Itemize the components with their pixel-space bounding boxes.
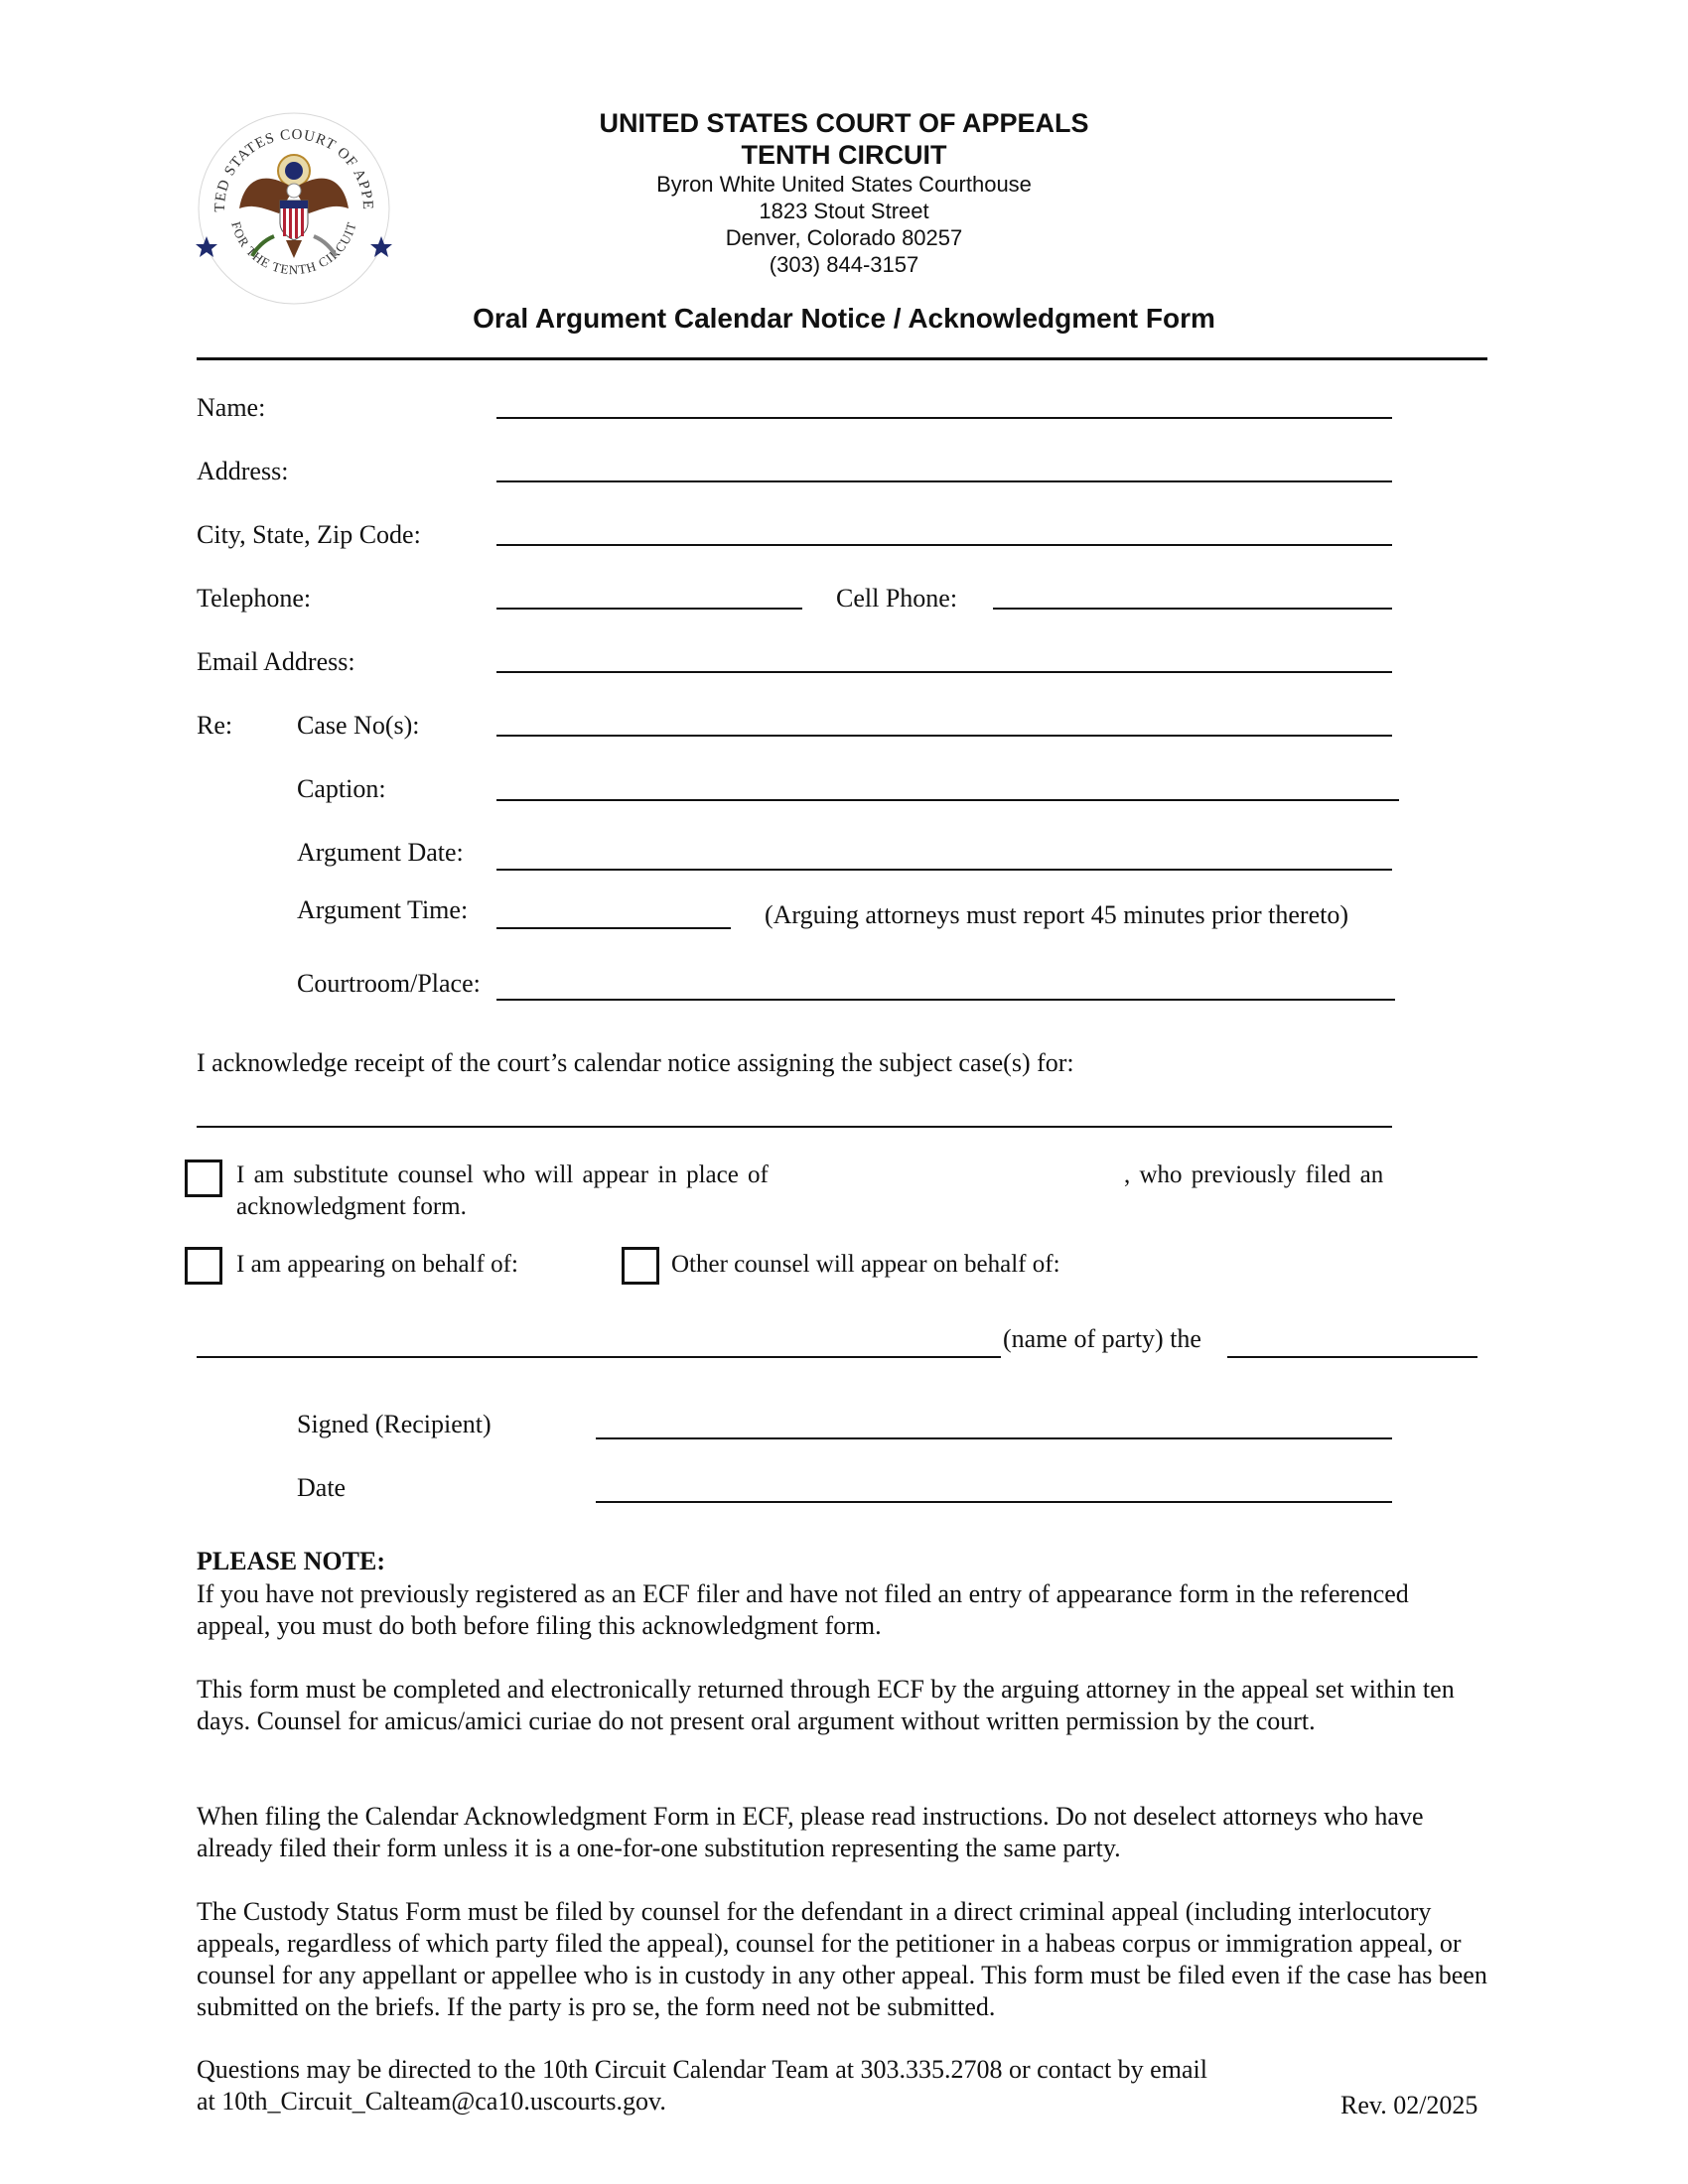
note-paragraph-4 (197, 1896, 1487, 2023)
name-input[interactable] (496, 417, 1392, 419)
court-seal-image (195, 109, 393, 308)
court-seal (195, 109, 393, 308)
telephone-label: Telephone: (197, 584, 312, 613)
building-name: Byron White United States Courthouse (656, 172, 1032, 197)
note-paragraph-1 (197, 1578, 1438, 1642)
case-no-label: Case No(s): (297, 711, 420, 740)
header-divider (197, 357, 1487, 360)
address-input[interactable] (496, 480, 1392, 482)
date-label: Date (297, 1473, 347, 1502)
re-label: Re: (197, 711, 233, 740)
acknowledge-statement: I acknowledge receipt of the court’s calendar notice assigning the subject case(s) for: (197, 1048, 1074, 1077)
appearing-on-behalf-checkbox[interactable] (185, 1247, 222, 1285)
party-role-input[interactable] (1227, 1356, 1477, 1358)
questions-line-2: at 10th_Circuit_Calteam@ca10.uscourts.gov. (197, 2087, 666, 2116)
other-counsel-text: Other counsel will appear on behalf of: (671, 1251, 1060, 1278)
courtroom-label: Courtroom/Place: (297, 969, 481, 998)
email-input[interactable] (496, 671, 1392, 673)
note-paragraph-3 (197, 1801, 1487, 1864)
questions-line-1: Questions may be directed to the 10th Circuit Calendar Team at 303.335.2708 or contact by email (197, 2055, 1207, 2084)
telephone-input[interactable] (496, 608, 802, 610)
cell-phone-input[interactable] (993, 608, 1392, 610)
caption-input[interactable] (496, 799, 1399, 801)
circuit-name: TENTH CIRCUIT (741, 140, 947, 170)
argument-date-input[interactable] (496, 869, 1392, 871)
please-note-heading: PLEASE NOTE: (197, 1547, 385, 1575)
city-state-zip-input[interactable] (496, 544, 1392, 546)
form-title: Oral Argument Calendar Notice / Acknowledgment Form (473, 303, 1215, 334)
substitute-counsel-text-c: acknowledgment form. (236, 1193, 467, 1220)
revision-label: Rev. 02/2025 (1340, 2091, 1478, 2119)
note-paragraph-3-text: When filing the Calendar Acknowledgment Form in ECF, please read instructions. Do not deselect attorneys who have already filed their form unless it is a one-for-one substitution representing the same party. (197, 1802, 1424, 1862)
note-paragraph-1-text: If you have not previously registered as an ECF filer and have not filed an entry of appearance form in the referenced appeal, you must do both before filing this acknowledgment form. (197, 1579, 1409, 1640)
city-address: Denver, Colorado 80257 (725, 225, 963, 250)
city-state-zip-label: City, State, Zip Code: (197, 520, 421, 549)
svg-text:UNITED STATES COURT OF APPEALS: TED STATES COURT OF APPE (211, 126, 376, 212)
email-label: Email Address: (197, 647, 355, 676)
court-name: UNITED STATES COURT OF APPEALS (599, 108, 1089, 138)
address-label: Address: (197, 457, 289, 485)
date-input[interactable] (596, 1501, 1392, 1503)
signature-input[interactable] (596, 1437, 1392, 1439)
street-address: 1823 Stout Street (759, 199, 929, 223)
case-no-input[interactable] (496, 735, 1392, 737)
argument-time-input[interactable] (496, 927, 731, 929)
argument-time-note: (Arguing attorneys must report 45 minutes prior thereto) (765, 900, 1349, 929)
substitute-counsel-text-b: , who previously filed an (1124, 1161, 1384, 1188)
argument-time-label: Argument Time: (297, 895, 469, 924)
name-of-party-label: (name of party) the (1003, 1324, 1201, 1353)
appearing-on-behalf-text: I am appearing on behalf of: (236, 1251, 518, 1278)
courtroom-input[interactable] (496, 999, 1395, 1001)
note-paragraph-2 (197, 1674, 1458, 1737)
acknowledge-input[interactable] (197, 1126, 1392, 1128)
svg-text:FOR THE TENTH CIRCUIT: FOR THE TENTH CIRCUIT (228, 219, 359, 278)
court-phone: (303) 844-3157 (769, 252, 919, 277)
other-counsel-checkbox[interactable] (622, 1247, 659, 1285)
argument-date-label: Argument Date: (297, 838, 464, 867)
caption-label: Caption: (297, 774, 386, 803)
header-block (496, 107, 1192, 278)
name-label: Name: (197, 393, 266, 422)
signed-label: Signed (Recipient) (297, 1410, 492, 1438)
substitute-counsel-text-a: I am substitute counsel who will appear in place of (236, 1161, 769, 1188)
note-paragraph-4-text: The Custody Status Form must be filed by counsel for the defendant in a direct criminal appeal (including interlocutory appeals, regardless of which party filed the appeal), counsel for the petitioner in a habeas corpus or immigration appeal, or counsel for any appellant or appellee who is in custody in any other appeal. This form must be filed even if the case has been submitted on the briefs. If the party is pro se, the form need not be submitted. (197, 1897, 1487, 2021)
cell-phone-label: Cell Phone: (836, 584, 958, 613)
substitute-counsel-checkbox[interactable] (185, 1160, 222, 1197)
party-name-input[interactable] (197, 1356, 1001, 1358)
note-paragraph-2-text: This form must be completed and electronically returned through ECF by the arguing attorney in the appeal set within ten days. Counsel for amicus/amici curiae do not present oral argument without written permission by the court. (197, 1675, 1455, 1735)
